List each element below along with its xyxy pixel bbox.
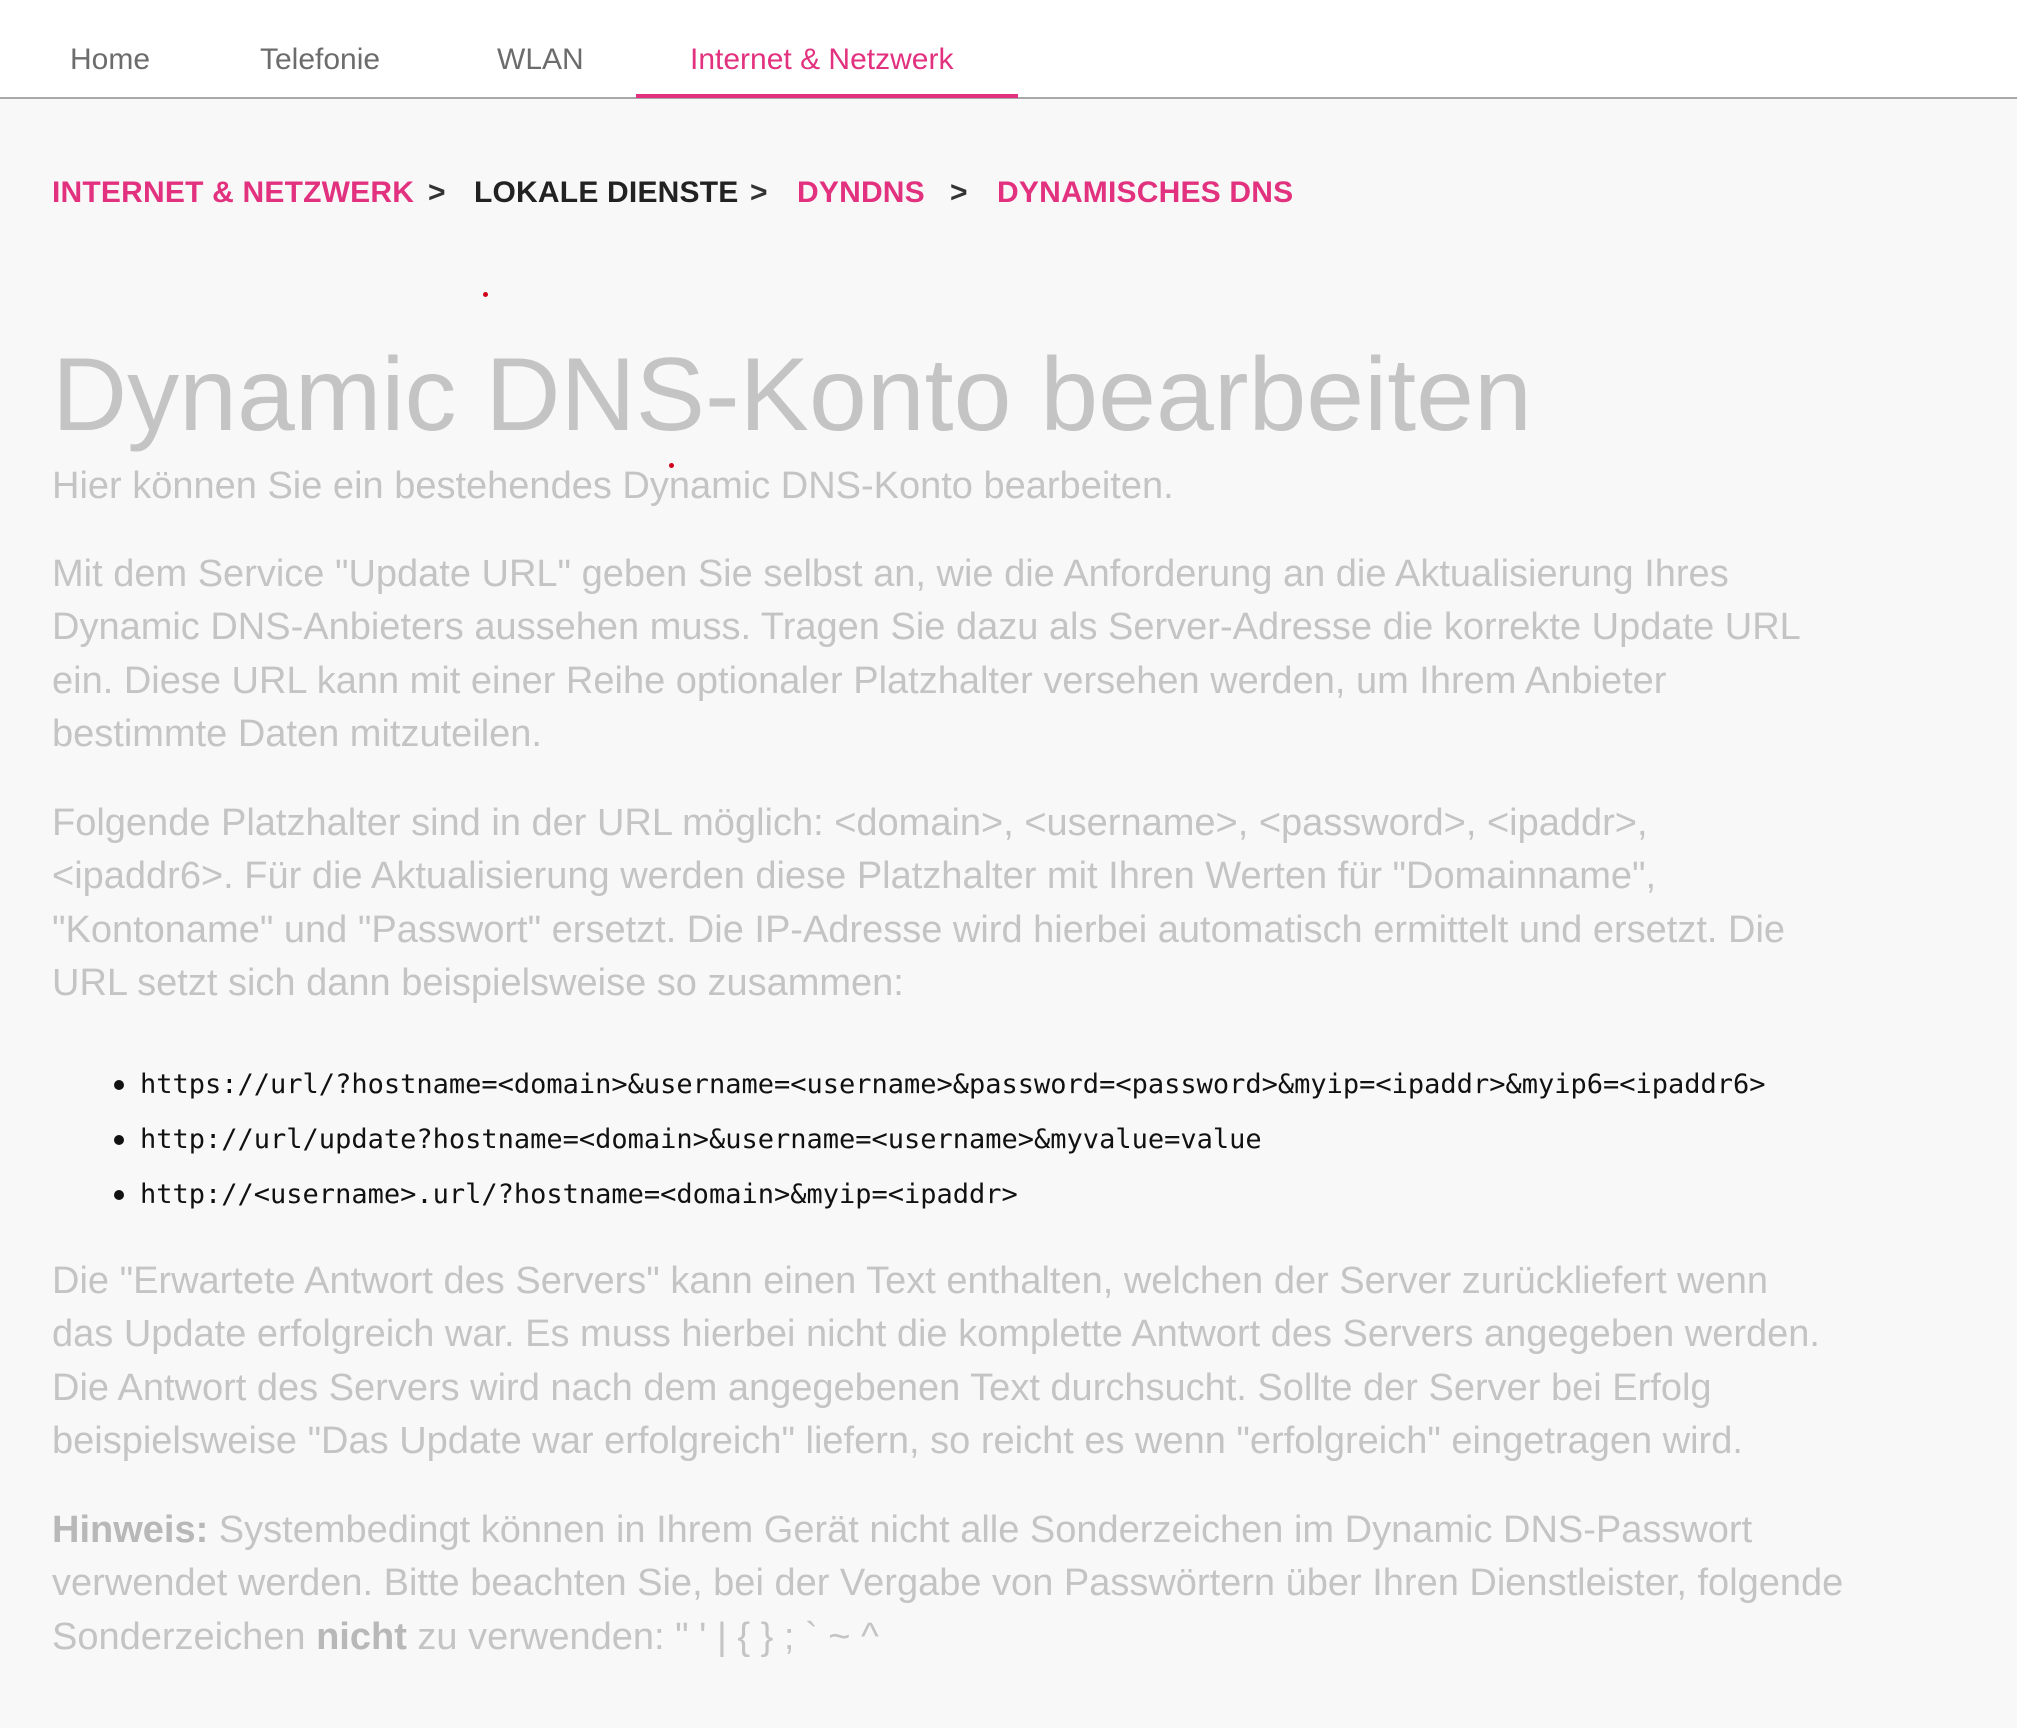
- nav-tab-home[interactable]: Home: [70, 43, 151, 76]
- active-tab-indicator: [636, 94, 1018, 98]
- note-text-end: zu verwenden: " ' | { } ; ` ~ ^: [406, 1615, 879, 1658]
- nav-tab-internet-netzwerk[interactable]: Internet & Netzwerk: [690, 43, 954, 76]
- example-url: http://<username>.url/?hostname=<domain>&myip=<ipaddr>: [140, 1167, 1872, 1222]
- page-subtitle: Hier können Sie ein bestehendes Dynamic DNS-Konto bearbeiten.: [52, 465, 1174, 507]
- nav-tab-telefonie[interactable]: Telefonie: [260, 43, 381, 76]
- nav-tab-wlan[interactable]: WLAN: [497, 43, 584, 76]
- example-url-list: [52, 1057, 1872, 1222]
- description-update-url: Mit dem Service "Update URL" geben Sie selbst an, wie die Anforderung an die Aktualisierung Ihres Dynamic DNS-Anbieters aussehen muss. Tragen Sie dazu als Server-Adresse die korrekte Update URL ein. Diese URL kann mit einer Reihe optionaler Platzhalter versehen werden, um Ihrem Anbieter bestimmte Daten mitzuteilen.: [52, 552, 1800, 755]
- note-text: Systembedingt können in Ihrem Gerät nicht alle Sonderzeichen im Dynamic DNS-Passwort verwendet werden. Bitte beachten Sie, bei der Vergabe von Passwörtern über Ihren Dienstleister, folgende Sonderzeichen: [52, 1508, 1844, 1658]
- breadcrumb-internet-netzwerk[interactable]: INTERNET & NETZWERK: [52, 176, 415, 209]
- description-expected-response: Die "Erwartete Antwort des Servers" kann einen Text enthalten, welchen der Server zurückliefert wenn das Update erfolgreich war. Es muss hierbei nicht die komplette Antwort des Servers angegeben werden. Die Antwort des Servers wird nach dem angegebenen Text durchsucht. Sollte der Server bei Erfolg beispielsweise "Das Update war erfolgreich" liefern, so reicht es wenn "erfolgreich" eingetragen wird.: [52, 1259, 1820, 1462]
- note-special-characters: [52, 1504, 1882, 1665]
- description-placeholders: Folgende Platzhalter sind in der URL möglich: <domain>, <username>, <password>, <ipaddr>, <ipaddr6>. Für die Aktualisierung werden diese Platzhalter mit Ihren Werten für "Domainname", "Kontoname" und "Passwort" ersetzt. Die IP-Adresse wird hierbei automatisch ermittelt und ersetzt. Die URL setzt sich dann beispielsweise so zusammen:: [52, 801, 1786, 1004]
- breadcrumb-separator: >: [428, 176, 446, 209]
- breadcrumb-lokale-dienste: LOKALE DIENSTE: [474, 176, 739, 209]
- note-label: Hinweis:: [52, 1508, 209, 1551]
- top-navigation: [0, 0, 2017, 99]
- breadcrumb-dynamisches-dns[interactable]: DYNAMISCHES DNS: [997, 176, 1294, 209]
- example-url: http://url/update?hostname=<domain>&username=<username>&myvalue=value: [140, 1112, 1872, 1167]
- page-title: Dynamic DNS-Konto bearbeiten: [52, 337, 1532, 453]
- marker-dot: [483, 292, 488, 297]
- example-url: https://url/?hostname=<domain>&username=<username>&password=<password>&myip=<ipaddr>&myip6=<ipaddr6>: [140, 1057, 1872, 1112]
- note-emphasis: nicht: [316, 1615, 407, 1658]
- breadcrumb-separator: >: [750, 176, 768, 209]
- breadcrumb-dyndns[interactable]: DYNDNS: [797, 176, 925, 209]
- breadcrumb-separator: >: [950, 176, 968, 209]
- main-content: [52, 330, 1872, 1664]
